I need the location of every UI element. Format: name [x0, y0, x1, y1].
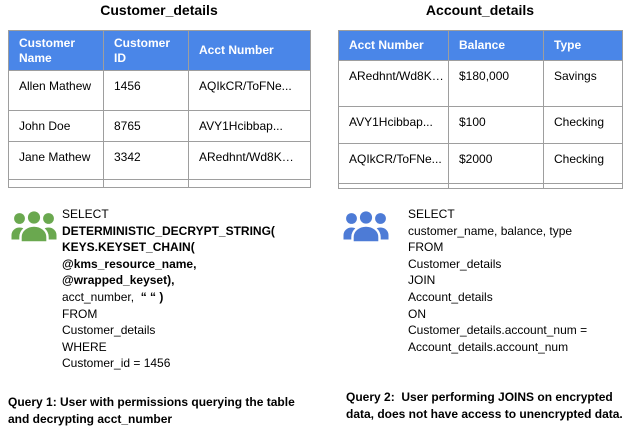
- column-header: Customer Name: [9, 31, 104, 71]
- sql-line: KEYS.KEYSET_CHAIN(: [62, 240, 195, 255]
- column-header: Type: [544, 31, 623, 61]
- table-cell: AVY1Hcibbap...: [189, 111, 311, 142]
- sql-line: DETERMINISTIC_DECRYPT_STRING(: [62, 223, 275, 238]
- table-cell: [104, 180, 189, 188]
- account-table-title: Account_details: [425, 2, 535, 18]
- customer-details-table: [8, 30, 311, 188]
- table-cell: [9, 180, 104, 188]
- table-cell: Allen Mathew: [9, 71, 104, 111]
- table-cell: [544, 184, 623, 189]
- table-cell: AQIkCR/ToFNe...: [189, 71, 311, 111]
- table-header-row: [339, 31, 623, 61]
- sql-line: SELECT: [408, 207, 455, 221]
- table-cell: AVY1Hcibbap...: [339, 107, 449, 144]
- sql-line: Customer_id = 1456: [62, 356, 171, 371]
- table-cell: 1456: [104, 71, 189, 111]
- table-cell: John Doe: [9, 111, 104, 142]
- customer-table-title: Customer_details: [100, 2, 218, 18]
- table-cell: AQIkCR/ToFNe...: [339, 144, 449, 184]
- table-cell: 3342: [104, 142, 189, 180]
- sql-line: FROM: [62, 306, 98, 321]
- column-header: Acct Number: [189, 31, 311, 71]
- table-cell: Checking: [544, 107, 623, 144]
- sql-line: JOIN: [408, 273, 436, 288]
- account-details-table: [338, 30, 623, 189]
- column-header: Balance: [449, 31, 544, 61]
- table-row: [9, 180, 311, 188]
- query-2-sql: [408, 206, 626, 355]
- table-cell: Checking: [544, 144, 623, 184]
- table-row: [9, 71, 311, 111]
- table-row: [339, 144, 623, 184]
- sql-line: @wrapped_keyset),: [62, 273, 175, 288]
- table-header-row: [9, 31, 311, 71]
- table-cell: [189, 180, 311, 188]
- table-cell: 8765: [104, 111, 189, 142]
- sql-line: ON: [408, 306, 426, 321]
- table-row: [339, 61, 623, 107]
- table-cell: $180,000: [449, 61, 544, 107]
- table-cell: [449, 184, 544, 189]
- query-1-sql: [62, 206, 310, 372]
- table-row: [9, 142, 311, 180]
- sql-line: Customer_details.account_num =: [408, 323, 588, 338]
- users-group-icon: [342, 207, 390, 252]
- sql-line: WHERE: [62, 339, 107, 354]
- table-cell: ARedhnt/Wd8K…: [339, 61, 449, 107]
- sql-line: Customer_details: [408, 256, 502, 271]
- sql-line: Account_details.account_num: [408, 339, 569, 354]
- column-header: Customer ID: [104, 31, 189, 71]
- table-cell: $100: [449, 107, 544, 144]
- sql-line: @kms_resource_name,: [62, 256, 197, 271]
- table-cell: Jane Mathew: [9, 142, 104, 180]
- table-cell: [339, 184, 449, 189]
- table-cell: Savings: [544, 61, 623, 107]
- column-header: Acct Number: [339, 31, 449, 61]
- sql-line: customer_name, balance, type: [408, 223, 573, 238]
- query-2-caption: Query 2: User performing JOINS on encrypted data, does not have access to unencrypted data.: [346, 390, 623, 421]
- sql-line: Account_details: [408, 289, 493, 304]
- sql-line: Customer_details: [62, 323, 156, 338]
- sql-line: SELECT: [62, 207, 109, 221]
- table-cell: ARedhnt/Wd8K…: [189, 142, 311, 180]
- sql-line: FROM: [408, 240, 444, 255]
- users-group-icon: [10, 207, 58, 252]
- table-row: [9, 111, 311, 142]
- sql-line: acct_number, “ “ ): [62, 289, 164, 304]
- table-row: [339, 184, 623, 189]
- query-1-caption: Query 1: User with permissions querying the table and decrypting acct_number: [8, 395, 299, 426]
- table-cell: $2000: [449, 144, 544, 184]
- table-row: [339, 107, 623, 144]
